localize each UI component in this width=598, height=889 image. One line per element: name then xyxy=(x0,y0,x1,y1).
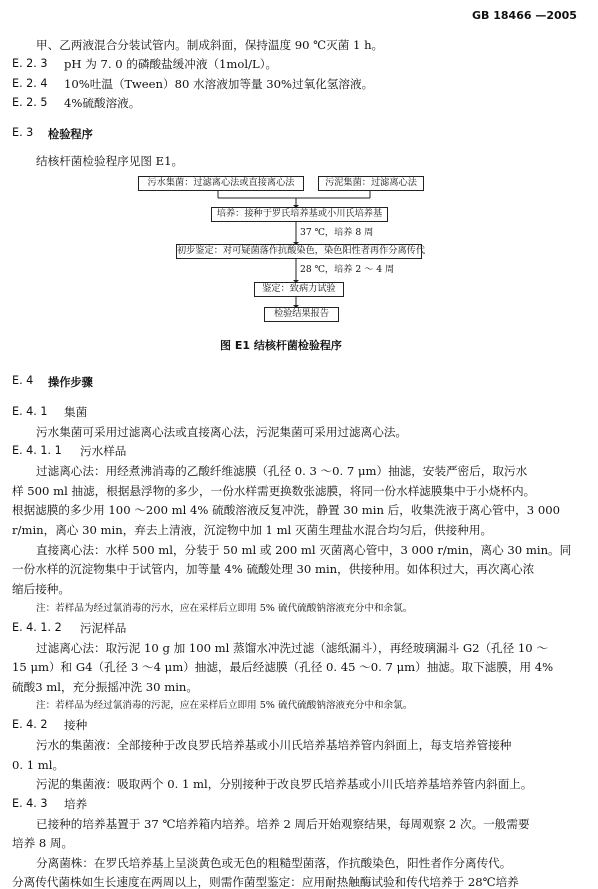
clause-title: 集菌 xyxy=(64,405,88,419)
clause-number: E. 2. 4 xyxy=(12,77,48,90)
clause-title: 接种 xyxy=(64,718,88,732)
clause-title: 污泥样品 xyxy=(80,621,127,635)
clause-number: E. 2. 5 xyxy=(12,96,48,109)
note: 注：若样品为经过氯消毒的污泥，应在采样后立即用 5% 硫代硫酸钠溶液充分中和余氯。 xyxy=(36,700,413,711)
text-line: 甲、乙两液混合分装试管内。制成斜面，保持温度 90 ℃灭菌 1 h。 xyxy=(36,38,384,52)
section-number: E. 3 xyxy=(12,126,34,139)
clause-number: E. 4. 1. 1 xyxy=(12,444,62,457)
flow-box-sludge-concentration: 污泥集菌：过滤离心法 xyxy=(318,176,424,191)
section-title: 操作步骤 xyxy=(48,376,93,389)
paragraph-line: 硫酸3 ml，充分振摇冲洗 30 min。 xyxy=(12,680,198,694)
paragraph-line: 15 μm）和 G4（孔径 3 ～4 μm）抽滤，最后经滤膜（孔径 0. 45 ～0. 7 μm）抽滤。取下滤膜，用 4% xyxy=(12,660,554,674)
paragraph-line: 已接种的培养基置于 37 ℃培养箱内培养。培养 2 周后开始观察结果，每周观察 2 次。一般需要 xyxy=(36,817,530,831)
paragraph-line: 污泥的集菌液：吸取两个 0. 1 ml，分别接种于改良罗氏培养基或小川氏培养基培养管内斜面上。 xyxy=(36,777,533,791)
clause-title: 污水样品 xyxy=(80,444,127,458)
clause-number: E. 2. 3 xyxy=(12,57,48,70)
clause-title: 培养 xyxy=(64,797,88,811)
paragraph-line: 缩后接种。 xyxy=(12,582,70,596)
paragraph-line: 直接离心法：水样 500 ml，分装于 50 ml 或 200 ml 灭菌离心管中，3 000 r/min，离心 30 min。同 xyxy=(36,543,572,557)
paragraph-line: 过滤离心法：取污泥 10 g 加 100 ml 蒸馏水冲洗过滤（滤纸漏斗），再经玻璃漏斗 G2（孔径 10 ～ xyxy=(36,641,548,655)
flow-label-37c: 37 ℃，培养 8 周 xyxy=(300,227,374,238)
paragraph-line: 培养 8 周。 xyxy=(12,836,74,850)
paragraph-line: 分离菌株：在罗氏培养基上呈淡黄色或无色的粗糙型菌落，作抗酸染色，阳性者作分离传代。 xyxy=(36,856,512,870)
section-title: 检验程序 xyxy=(48,128,93,141)
intro-text: 结核杆菌检验程序见图 E1。 xyxy=(36,154,184,168)
paragraph-line: 污水的集菌液：全部接种于改良罗氏培养基或小川氏培养基培养管内斜面上，每支培养管接种 xyxy=(36,738,512,752)
flow-box-report: 检验结果报告 xyxy=(264,307,339,322)
clause-text: 4%硫酸溶液。 xyxy=(64,96,141,110)
clause-number: E. 4. 1 xyxy=(12,405,48,418)
paragraph-line: 过滤离心法：用经煮沸消毒的乙酸纤维滤膜（孔径 0. 3 ～0. 7 μm）抽滤，安装严密后，取污水 xyxy=(36,464,528,478)
figure-caption: 图 E1 结核杆菌检验程序 xyxy=(220,339,342,352)
clause-text: pH 为 7. 0 的磷酸盐缓冲液（1mol/L）。 xyxy=(64,57,278,71)
clause-number: E. 4. 2 xyxy=(12,718,48,731)
flow-box-culture: 培养：接种于罗氏培养基或小川氏培养基 xyxy=(211,207,388,222)
paragraph-line: 0. 1 ml。 xyxy=(12,758,65,772)
clause-text: 10%吐温（Tween）80 水溶液加等量 30%过氧化氢溶液。 xyxy=(64,77,374,91)
flow-box-identification: 鉴定：致病力试验 xyxy=(254,282,344,297)
paragraph-line: 一份水样的沉淀物集中于试管内，加等量 4% 硫酸处理 30 min，供接种用。如体积过大，再次离心浓 xyxy=(12,562,535,576)
section-number: E. 4 xyxy=(12,374,34,387)
clause-number: E. 4. 3 xyxy=(12,797,48,810)
note: 注：若样品为经过氯消毒的污水，应在采样后立即用 5% 硫代硫酸钠溶液充分中和余氯。 xyxy=(36,603,413,614)
paragraph-line: r/min，离心 30 min，弃去上清液，沉淀物中加 1 ml 灭菌生理盐水混合均匀后，供接种用。 xyxy=(12,523,493,537)
standard-number: GB 18466 —2005 xyxy=(472,9,577,22)
paragraph-line: 样 500 ml 抽滤，根据悬浮物的多少，一份水样需更换数张滤膜，将同一份水样滤膜集中于小烧杯内。 xyxy=(12,484,536,498)
flow-box-water-concentration: 污水集菌：过滤离心法或直接离心法 xyxy=(138,176,304,191)
clause-number: E. 4. 1. 2 xyxy=(12,621,62,634)
paragraph-line: 分离传代菌株如生长速度在两周以上，则需作菌型鉴定：应用耐热触酶试验和传代培养于 28℃培养 xyxy=(12,875,519,889)
flow-label-28c: 28 ℃，培养 2 ～ 4 周 xyxy=(300,264,395,275)
flow-box-initial-identification: 初步鉴定：对可疑菌落作抗酸染色，染色阳性者再作分离传代 xyxy=(176,244,422,259)
paragraph-line: 根据滤膜的多少用 100 ～200 ml 4% 硫酸溶液反复冲洗，静置 30 min 后，收集洗液于离心管中，3 000 xyxy=(12,503,560,517)
paragraph-line: 污水集菌可采用过滤离心法或直接离心法，污泥集菌可采用过滤离心法。 xyxy=(36,425,408,439)
